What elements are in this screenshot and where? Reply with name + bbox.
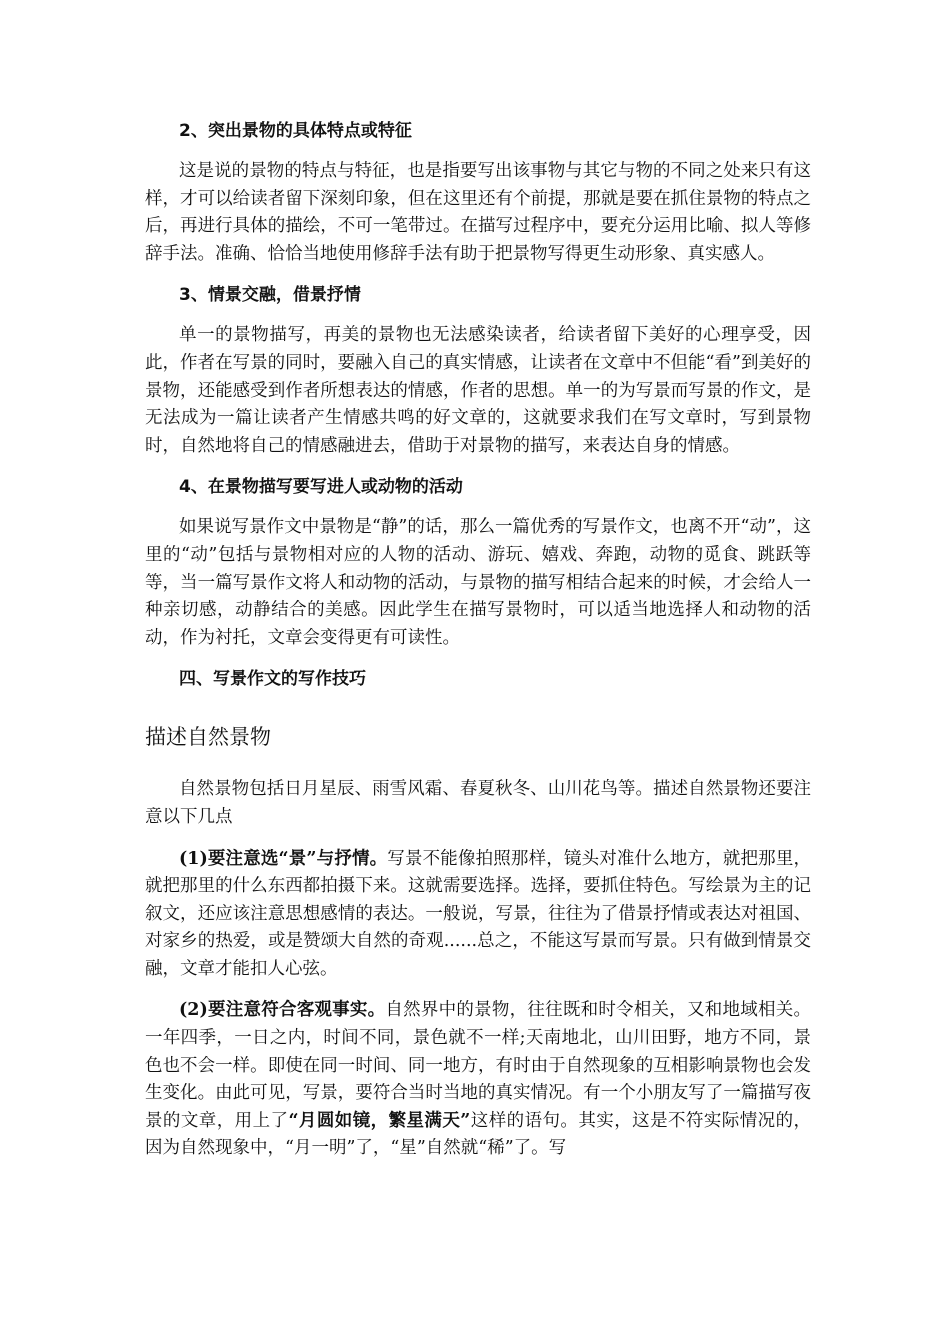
point-2-paragraph [145, 997, 811, 1163]
paragraph-point-4: 如果说写景作文中景物是“静”的话，那么一篇优秀的写景作文，也离不开“动”，这里的“动”包括与景物相对应的人物的活动、游玩、嬉戏、奔跑，动物的觅食、跳跃等等，当一篇写景作文将人和动物的活动，与景物的描写相结合起来的时候，才会给人一种亲切感，动静结合的美感。因此学生在描写景物时，可以适当地选择人和动物的活动，作为衬托，文章会变得更有可读性。 [145, 517, 811, 648]
paragraph-point-2: 这是说的景物的特点与特征，也是指要写出该事物与其它与物的不同之处来只有这样，才可以给读者留下深刻印象，但在这里还有个前提，那就是要在抓住景物的特点之后，再进行具体的描绘，不可一笔带过。在描写过程序中，要充分运用比喻、拟人等修辞手法。准确、恰恰当地使用修辞手法有助于把景物写得更生动形象、真实感人。 [145, 161, 811, 264]
intro-paragraph: 自然景物包括日月星辰、雨雪风霜、春夏秋冬、山川花鸟等。描述自然景物还要注意以下几点 [145, 779, 811, 827]
point-2-quote: “月圆如镜，繁星满天” [288, 1110, 471, 1131]
point-1-text: 写景不能像拍照那样，镜头对准什么地方，就把那里，就把那里的什么东西都拍摄下来。这就需要选择。选择，要抓住特色。写绘景为主的记叙文，还应该注意思想感情的表达。一般说，写景，往往为了借景抒情或表达对祖国、对家乡的热爱，或是赞颂大自然的奇观......总之，不能这写景而写景。只有做到情景交融，文章才能扣人心弦。 [145, 848, 811, 979]
heading-point-4: 4、在景物描写要写进人或动物的活动 [179, 477, 463, 498]
point-2-text-b: 这样的语句。其实，这是不符实际情况的，因为自然现象中，“月一明”了，“星”自然就“稀”了。写 [145, 1110, 812, 1159]
point-1-lead: (1)要注意选“景”与抒情。 [179, 848, 388, 869]
part-heading-writing-tips: 四、写景作文的写作技巧 [179, 669, 366, 690]
point-1-paragraph [145, 846, 811, 984]
section-title-natural-scenery: 描述自然景物 [145, 725, 271, 750]
paragraph-point-3: 单一的景物描写，再美的景物也无法感染读者，给读者留下美好的心理享受，因此，作者在写景的同时，要融入自己的真实情感，让读者在文章中不但能“看”到美好的景物，还能感受到作者所想表达的情感，作者的思想。单一的为写景而写景的作文，是无法成为一篇让读者产生情感共鸣的好文章的，这就要求我们在写文章时，写到景物时，自然地将自己的情感融进去，借助于对景物的描写，来表达自身的情感。 [145, 325, 811, 456]
heading-point-2: 2、突出景物的具体特点或特征 [179, 121, 412, 141]
point-2-text-a: 自然界中的景物，往往既和时令相关，又和地域相关。一年四季，一日之内，时间不同，景色就不一样;天南地北，山川田野，地方不同，景色也不会一样。即使在同一时间、同一地方，有时由于自然现象的互相影响景物也会发生变化。由此可见，写景，要符合当时当地的真实情况。有一个小朋友写了一篇描写夜景的文章，用上了 [145, 1000, 811, 1131]
heading-point-3: 3、情景交融，借景抒情 [179, 285, 361, 306]
document-page [145, 118, 811, 1177]
point-2-lead: (2)要注意符合客观事实。 [179, 1000, 386, 1021]
